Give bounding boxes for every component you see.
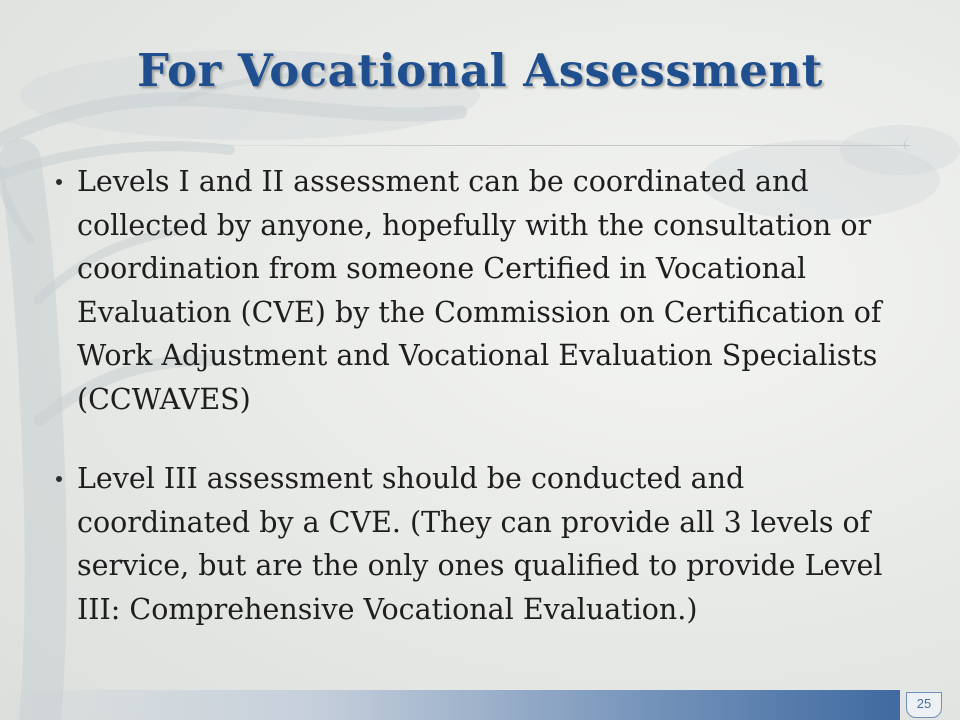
page-number: 25: [916, 696, 932, 711]
title-divider: [150, 145, 910, 146]
page-number-tab: [906, 692, 942, 718]
title-divider-end: [904, 138, 915, 152]
bullet-dot-icon: [56, 179, 62, 185]
list-item: [40, 160, 920, 421]
bullet-list: [40, 160, 920, 631]
list-item: [40, 457, 920, 631]
page-title: For Vocational Assessment: [137, 44, 823, 97]
bullet-text: Levels I and II assessment can be coordinated and collected by anyone, hopefully with the consultation or coordination from someone Certified in Vocational Evaluation (CVE) by the Commission on Certification of Work Adjustment and Vocational Evaluation Specialists (CCWAVES): [77, 165, 882, 416]
footer-bar: [0, 690, 900, 720]
bullet-text: Level III assessment should be conducted and coordinated by a CVE. (They can provide all 3 levels of service, but are the only ones qualified to provide Level III: Comprehensive Vocational Evaluation.): [77, 462, 883, 626]
bullet-dot-icon: [56, 476, 62, 482]
